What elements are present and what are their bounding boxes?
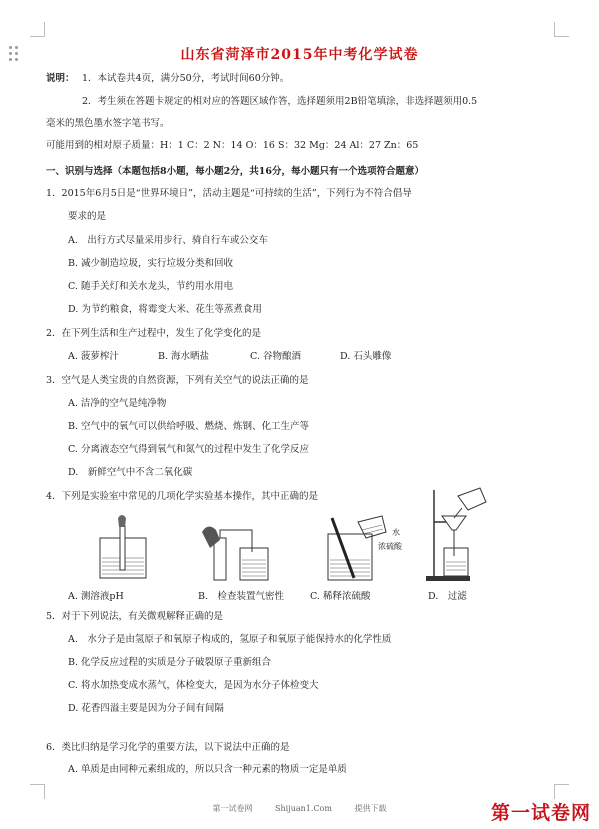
page-corner-mark: [30, 784, 45, 799]
question-3-option-b: B. 空气中的氧气可以供给呼吸、燃烧、炼钢、化工生产等: [68, 421, 310, 432]
question-1-option-c: C. 随手关灯和关水龙头，节约用水用电: [68, 281, 233, 292]
question-3-option-a: A. 洁净的空气是纯净物: [68, 398, 167, 409]
question-1-option-b: B. 减少制造垃圾，实行垃圾分类和回收: [68, 258, 234, 269]
ph-test-figure: [90, 512, 160, 582]
question-5-stem: 5．对于下列说法，有关微观解释正确的是: [46, 611, 224, 622]
question-4-stem: 4．下列是实验室中常见的几项化学实验基本操作，其中正确的是: [46, 491, 319, 502]
filtration-figure: [424, 486, 490, 582]
atomic-mass-note: 可能用到的相对原子质量：H：1 C：2 N：14 O：16 S：32 Mg：24 Al：27 Zn：65: [46, 140, 419, 151]
footer-site-url[interactable]: Shijuan1.Com: [275, 804, 332, 813]
question-3-option-d: D. 新鲜空气中不含二氧化碳: [68, 467, 193, 478]
section-heading: 一、识别与选择（本题包括8小题，每小题2分，共16分，每小题只有一个选项符合题意）: [46, 166, 424, 177]
instruction-1: 1．本试卷共4页，满分50分，考试时间60分钟。: [82, 73, 290, 84]
question-2-option-c: C. 谷物酿酒: [250, 351, 301, 362]
page-corner-mark: [30, 22, 45, 37]
question-5-option-c: C. 将水加热变成水蒸气，体检变大，是因为水分子体检变大: [68, 680, 319, 691]
question-3-stem: 3．空气是人类宝贵的自然资源，下列有关空气的说法正确的是: [46, 375, 309, 386]
footer-download: 提供下载: [354, 804, 387, 813]
question-2-option-d: D. 石头雕像: [340, 351, 392, 362]
question-4-option-c: C. 稀释浓硫酸: [310, 591, 371, 602]
question-3-option-c: C. 分离液态空气得到氧气和氮气的过程中发生了化学反应: [68, 444, 309, 455]
question-1-stem: 1．2015年6月5日是“世界环境日”，活动主题是“可持续的生活”，下列行为不符合倡导: [46, 188, 412, 199]
question-4-option-b: B. 检查装置气密性: [198, 591, 285, 602]
footer-site-name: 第一试卷网: [212, 804, 253, 813]
question-5-option-d: D. 花香四溢主要是因为分子间有间隔: [68, 703, 224, 714]
question-6-option-a: A. 单质是由同种元素组成的，所以只含一种元素的物质一定是单质: [68, 764, 347, 775]
question-4-option-d: D. 过滤: [428, 591, 467, 602]
brand-logo: 第一试卷网: [490, 802, 591, 824]
question-1-option-a: A. 出行方式尽量采用步行、骑自行车或公交车: [68, 235, 268, 246]
instruction-2-cont: 毫米的黑色墨水签字笔书写。: [46, 118, 170, 129]
question-2-option-a: A. 菠萝榨汁: [68, 351, 119, 362]
page-corner-mark: [554, 784, 569, 799]
page-corner-mark: [554, 22, 569, 37]
instruction-2: 2．考生须在答题卡规定的相对应的答题区域作答，选择题须用2B铅笔填涂，非选择题须用0.5: [82, 96, 478, 107]
question-1-option-d: D. 为节约粮食，将霉变大米、花生等蒸煮食用: [68, 304, 262, 315]
question-2-stem: 2．在下列生活和生产过程中，发生了化学变化的是: [46, 328, 262, 339]
question-1-stem-cont: 要求的是: [68, 211, 107, 222]
question-2-option-b: B. 海水晒盐: [158, 351, 210, 362]
exam-title: 山东省菏泽市2015年中考化学试卷: [180, 47, 419, 63]
question-4-option-a: A. 测溶液pH: [68, 591, 124, 602]
question-6-stem: 6．类比归纳是学习化学的重要方法，以下说法中正确的是: [46, 742, 290, 753]
question-5-option-a: A. 水分子是由氢原子和氧原子构成的，氢原子和氧原子能保持水的化学性质: [68, 634, 392, 645]
acid-label: 浓硫酸: [378, 542, 402, 551]
instructions-label: 说明：: [46, 73, 75, 84]
water-label: 水: [392, 528, 400, 537]
airtight-check-figure: [196, 512, 272, 582]
question-5-option-b: B. 化学反应过程的实质是分子破裂原子重新组合: [68, 657, 272, 668]
